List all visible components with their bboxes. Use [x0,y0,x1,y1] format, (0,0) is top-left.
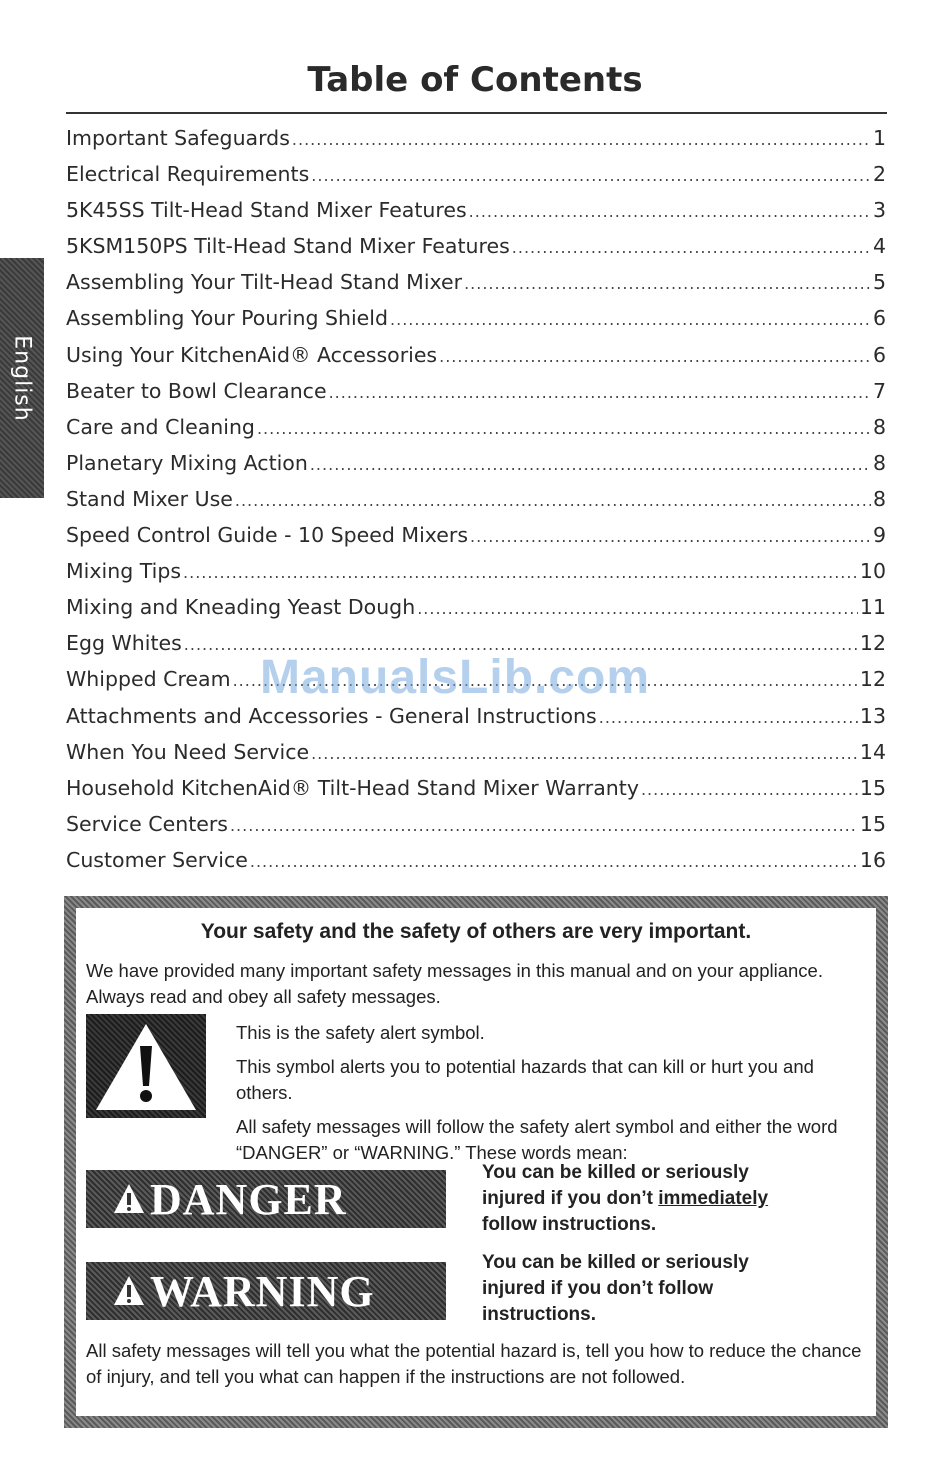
warning-word: WARNING [150,1266,375,1316]
safety-notice-box [64,896,888,1428]
toc-entry-page: 8 [872,486,886,511]
toc-entry-page: 15 [859,811,886,836]
danger-desc-part2: follow instructions. [482,1214,657,1235]
toc-entry-label: Important Safeguards [66,126,290,150]
toc-entry[interactable] [66,300,886,336]
toc-dot-leader [390,302,871,338]
toc-entry-page: 6 [872,342,886,367]
toc-entry-page: 9 [872,523,886,548]
toc-entry[interactable] [66,517,886,553]
toc-entry-label: Mixing Tips [66,559,182,584]
toc-entry-label: 5K45SS Tilt-Head Stand Mixer Features [66,198,467,223]
toc-entry-page: 12 [859,667,886,692]
toc-entry[interactable] [66,770,886,806]
toc-entry[interactable] [66,409,886,445]
danger-desc-part1: You can be killed or seriously injured if you don’t [482,1162,749,1209]
toc-entry-label: 5KSM150PS Tilt-Head Stand Mixer Features [66,234,510,259]
toc-dot-leader [512,230,871,266]
toc-entry-page: 6 [872,306,886,331]
toc-entry[interactable] [66,264,886,300]
language-tab [0,258,44,498]
toc-entry-page: 8 [872,450,886,475]
toc-entry-page: 15 [859,775,886,800]
toc-dot-leader [292,122,871,158]
toc-dot-leader [183,555,858,591]
toc-entry[interactable] [66,228,886,264]
toc-entry-label: Electrical Requirements [66,162,310,187]
toc-entry-label: Speed Control Guide - 10 Speed Mixers [66,523,469,548]
warning-label [86,1262,446,1320]
toc-entry-page: 14 [859,739,886,764]
toc-dot-leader [469,194,871,230]
toc-entry-page: 11 [859,595,886,620]
toc-entry-label: Beater to Bowl Clearance [66,378,327,403]
toc-entry-page: 7 [872,378,886,403]
toc-entry-label: When You Need Service [66,739,310,764]
toc-entry-label: Care and Cleaning [66,414,255,439]
toc-dot-leader [311,736,858,772]
toc-entry-page: 10 [859,559,886,584]
danger-desc-emphasis: immediately [658,1188,769,1209]
toc-entry-label: Planetary Mixing Action [66,450,308,475]
danger-label [86,1170,446,1228]
language-tab-label: English [9,334,35,422]
toc-entry[interactable] [66,734,886,770]
toc-dot-leader [310,447,871,483]
toc-entry-label: Using Your KitchenAid® Accessories [66,342,438,367]
toc-entry[interactable] [66,553,886,589]
toc-entry[interactable] [66,373,886,409]
toc-entry-label: Mixing and Kneading Yeast Dough [66,595,416,620]
watermark: ManualsLib.com [260,651,651,704]
toc-entry[interactable] [66,842,886,878]
toc-entry[interactable] [66,445,886,481]
toc-dot-leader [250,844,858,880]
toc-entry-page: 13 [859,703,886,728]
toc-entry-page: 1 [872,126,886,150]
toc-dot-leader [311,158,871,194]
danger-alert-icon [112,1182,146,1216]
toc-entry[interactable] [66,589,886,625]
toc-entry-label: Household KitchenAid® Tilt-Head Stand Mixer Warranty [66,775,639,800]
toc-entry-page: 5 [872,270,886,295]
toc-entry[interactable] [66,337,886,373]
toc-entry-page: 8 [872,414,886,439]
toc-entry-page: 16 [859,847,886,872]
title-divider [66,112,887,114]
safety-intro: We have provided many important safety messages in this manual and on your appliance. Always read and obey all safety messages. [86,960,823,1007]
toc-entry[interactable] [66,806,886,842]
toc-dot-leader [439,339,871,375]
toc-dot-leader [464,266,871,302]
danger-description [482,1160,812,1238]
danger-word: DANGER [150,1174,347,1224]
toc-entry-page: 3 [872,198,886,223]
safety-footer: All safety messages will tell you what the potential hazard is, tell you how to reduce the chance of injury, and tell you what can happen if the instructions are not followed. [86,1340,862,1387]
table-of-contents [66,120,886,878]
warning-description: You can be killed or seriously injured if you don’t follow instructions. [482,1252,749,1325]
toc-entry-label: Attachments and Accessories - General Instructions [66,703,597,728]
toc-entry[interactable] [66,192,886,228]
toc-entry-label: Stand Mixer Use [66,486,233,511]
toc-dot-leader [230,808,858,844]
toc-entry[interactable] [66,481,886,517]
follow-description: All safety messages will follow the safety alert symbol and either the word “DANGER” or “WARNING.” These words mean: [236,1116,838,1163]
toc-dot-leader [417,591,858,627]
page-title: Table of Contents [307,60,643,100]
toc-entry-label: Assembling Your Tilt-Head Stand Mixer [66,270,463,295]
toc-entry-label: Service Centers [66,811,228,836]
symbol-line: This is the safety alert symbol. [236,1022,485,1043]
toc-entry-page: 2 [872,162,886,187]
safety-alert-icon [86,1014,206,1118]
toc-entry-label: Whipped Cream [66,667,231,692]
toc-entry-page: 4 [872,234,886,259]
toc-entry[interactable] [66,120,886,156]
toc-entry-page: 12 [859,631,886,656]
toc-entry-label: Assembling Your Pouring Shield [66,306,389,331]
safety-heading: Your safety and the safety of others are very important. [200,920,752,943]
warning-alert-icon [112,1274,146,1308]
toc-entry[interactable] [66,156,886,192]
toc-dot-leader [641,772,858,808]
toc-dot-leader [257,411,871,447]
toc-dot-leader [470,519,871,555]
toc-dot-leader [329,375,871,411]
symbol-description: This symbol alerts you to potential hazards that can kill or hurt you and others. [236,1056,814,1103]
toc-entry-label: Egg Whites [66,631,182,656]
toc-dot-leader [235,483,871,519]
toc-entry-label: Customer Service [66,847,248,872]
